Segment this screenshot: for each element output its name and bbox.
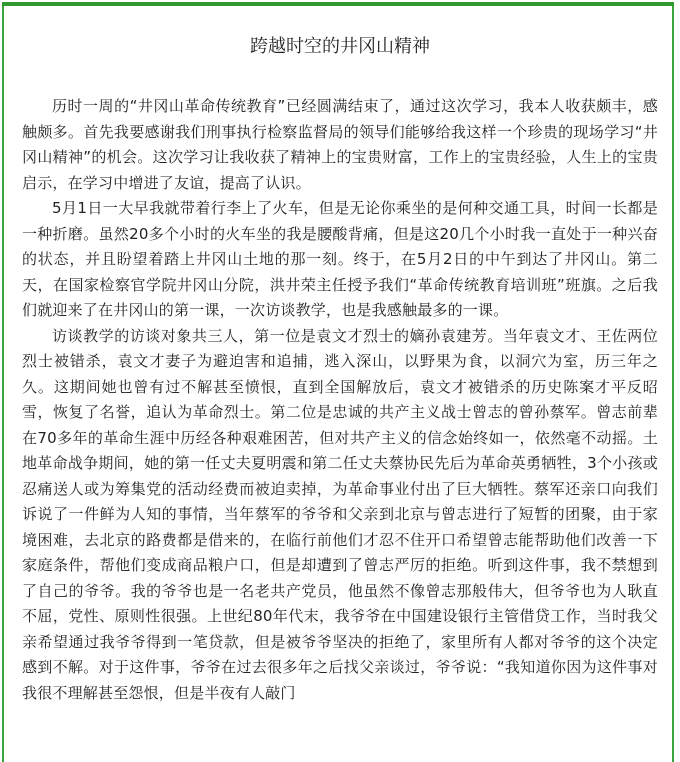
frame-top-bar: [2, 2, 674, 6]
article-paragraph-3: 访谈教学的访谈对象共三人，第一位是袁文才烈士的嫡孙袁建芳。当年袁文才、王佐两位烈士被错杀，袁文才妻子为避迫害和追捕，逃入深山，以野果为食，以洞穴为室，历三年之久。这期间她也曾有过不解甚至愤恨，直到全国解放后，袁文才被错杀的历史陈案才平反昭雪，恢复了名誉，追认为革命烈士。第二位是忠诚的共产主义战士曾志的曾孙蔡军。曾志前辈在70多年的革命生涯中历经各种艰难困苦，但对共产主义的信念始终如一，依然毫不动摇。土地革命战争期间，她的第一任丈夫夏明震和第二任丈夫蔡协民先后为革命英勇牺牲，3个小孩或忍痛送人或为筹集党的活动经费而被迫卖掉，为革命事业付出了巨大牺牲。蔡军还亲口向我们诉说了一件鲜为人知的事情，当年蔡军的爷爷和父亲到北京与曾志进行了短暂的团聚，由于家境困难，去北京的路费都是借来的，在临行前他们才忍不住开口希望曾志能帮助他们改善一下家庭条件，帮他们变成商品粮户口，但是却遭到了曾志严厉的拒绝。听到这件事，我不禁想到了自己的爷爷。我的爷爷也是一名老共产党员，他虽然不像曾志那般伟大，但爷爷也为人耿直不屈，党性、原则性很强。上世纪80年代末，我爷爷在中国建设银行主管借贷工作，当时我父亲希望通过我爷爷得到一笔贷款，但是被爷爷坚决的拒绝了，家里所有人都对爷爷的这个决定感到不解。对于这件事，爷爷在过去很多年之后找父亲谈过，爷爷说：“我知道你因为这件事对我很不理解甚至怨恨，但是半夜有人敲门: [22, 326, 658, 702]
article-title: 跨越时空的井冈山精神: [250, 36, 430, 57]
article-paragraph-1: 历时一周的“井冈山革命传统教育”已经圆满结束了，通过这次学习，我本人收获颇丰，感触颇多。首先我要感谢我们刑事执行检察监督局的领导们能够给我这样一个珍贵的现场学习“井冈山精神”的机会。这次学习让我收获了精神上的宝贵财富，工作上的宝贵经验，人生上的宝贵启示，在学习中增进了友谊，提高了认识。: [22, 97, 658, 192]
article-paragraph-2: 5月1日一大早我就带着行李上了火车，但是无论你乘坐的是何种交通工具，时间一长都是一种折磨。虽然20多个小时的火车坐的我是腰酸背痛，但是这20几个小时我一直处于一种兴奋的状态，并且盼望着踏上井冈山土地的那一刻。终于，在5月2日的中午到达了井冈山。第二天，在国家检察官学院井冈山分院，洪井荣主任授予我们“革命传统教育培训班”班旗。之后我们就迎来了在井冈山的第一课，一次访谈教学，也是我感触最多的一课。: [22, 199, 658, 319]
article: [22, 36, 658, 706]
